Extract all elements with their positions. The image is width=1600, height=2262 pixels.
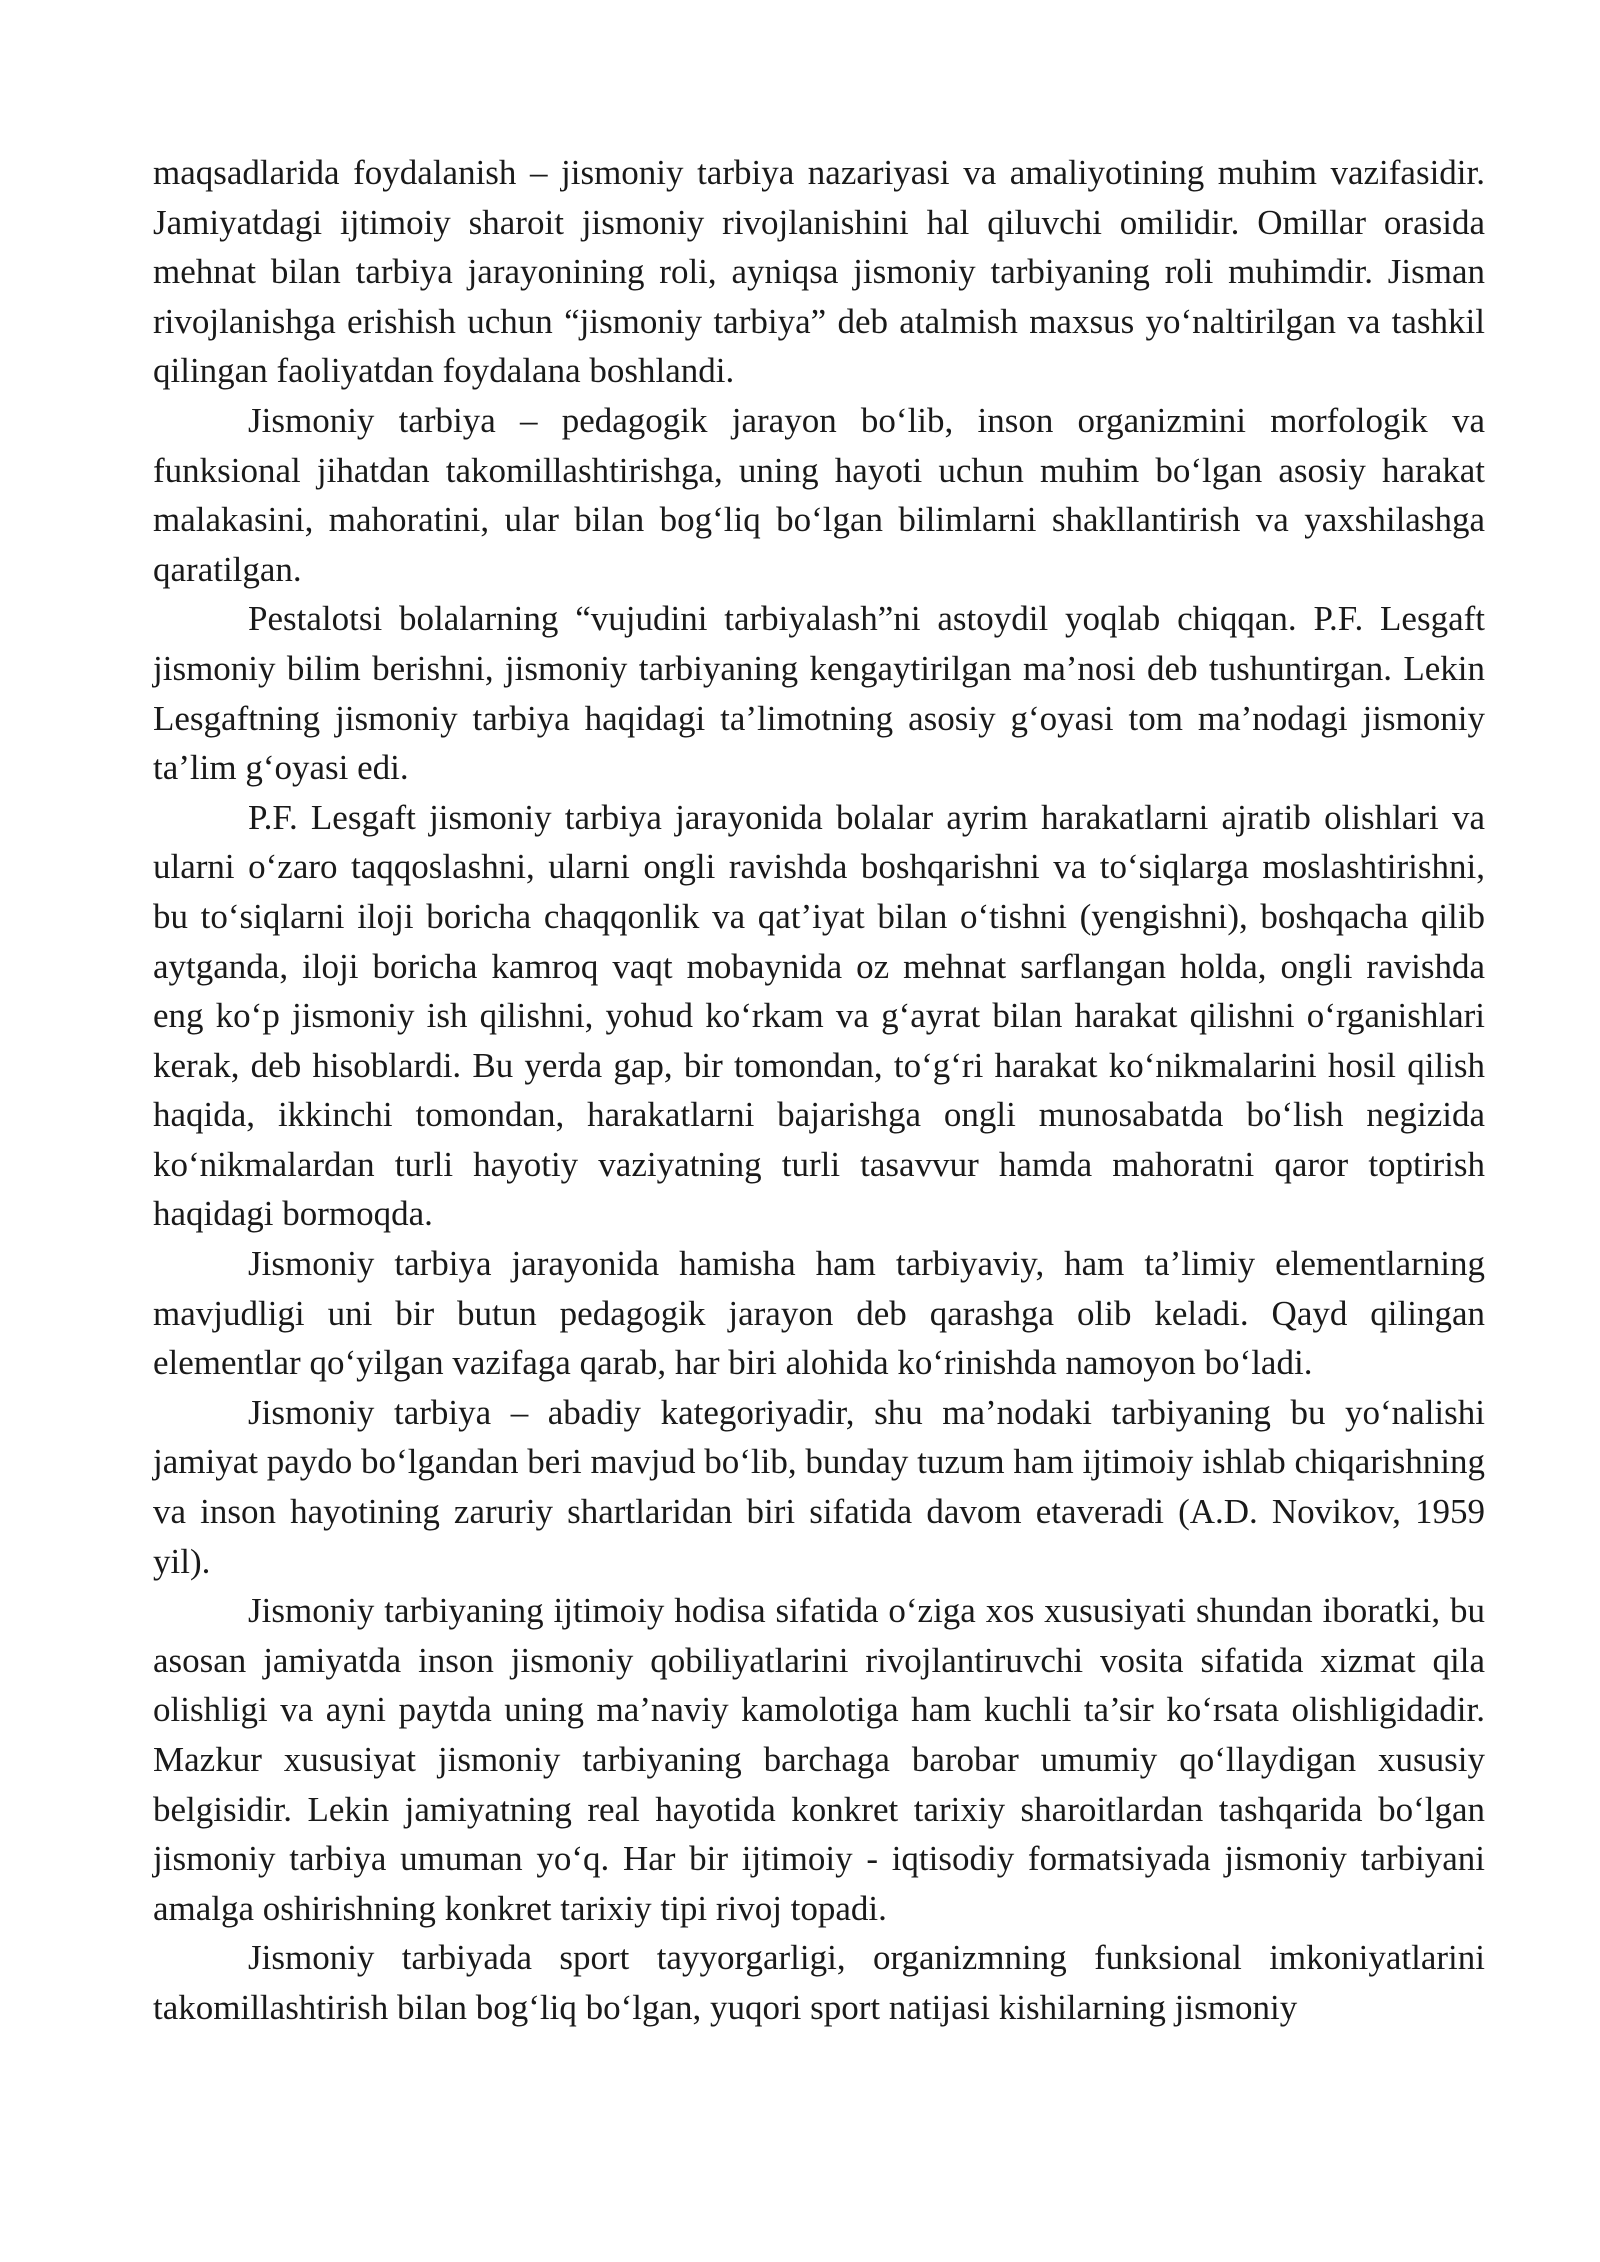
paragraph: maqsadlarida foydalanish – jismoniy tarbiya nazariyasi va amaliyotining muhim vazifasidir. Jamiyatdagi ijtimoiy sharoit jismoniy rivojlanishini hal qiluvchi omilidir. Omillar orasida mehnat bilan tarbiya jarayonining roli, ayniqsa jismoniy tarbiyaning roli muhimdir. Jisman rivojlanishga erishish uchun “jismoniy tarbiya” deb atalmish maxsus yo‘naltirilgan va tashkil qilingan faoliyatdan foydalana boshlandi. xyxy=(153,153,1485,391)
paragraph: Jismoniy tarbiyada sport tayyorgarligi, organizmning funksional imkoniyatlarini takomillashtirish bilan bog‘liq bo‘lgan, yuqori sport natijasi kishilarning jismoniy xyxy=(153,1938,1485,2027)
paragraph: Jismoniy tarbiya – abadiy kategoriyadir, shu ma’nodaki tarbiyaning bu yo‘nalishi jamiyat paydo bo‘lgandan beri mavjud bo‘lib, bunday tuzum ham ijtimoiy ishlab chiqarishning va inson hayotining zaruriy shartlaridan biri sifatida davom etaveradi (A.D. Novikov, 1959 yil). xyxy=(153,1392,1485,1581)
paragraph: Jismoniy tarbiya jarayonida hamisha ham tarbiyaviy, ham ta’limiy elementlarning mavjudligi uni bir butun pedagogik jarayon deb qarashga olib keladi. Qayd qilingan elementlar qo‘yilgan vazifaga qarab, har biri alohida ko‘rinishda namoyon bo‘ladi. xyxy=(153,1244,1485,1383)
paragraph: Pestalotsi bolalarning “vujudini tarbiyalash”ni astoydil yoqlab chiqqan. P.F. Lesgaft jismoniy bilim berishni, jismoniy tarbiyaning kengaytirilgan ma’nosi deb tushuntirgan. Lekin Lesgaftning jismoniy tarbiya haqidagi ta’limotning asosiy g‘oyasi tom ma’nodagi jismoniy ta’lim g‘oyasi edi. xyxy=(153,599,1485,788)
paragraph: P.F. Lesgaft jismoniy tarbiya jarayonida bolalar ayrim harakatlarni ajratib olishlari va ularni o‘zaro taqqoslashni, ularni ongli ravishda boshqarishni va to‘siqlarga moslashtirishni, bu to‘siqlarni iloji boricha chaqqonlik va qat’iyat bilan o‘tishni (yengishni), boshqacha qilib aytganda, iloji boricha kamroq vaqt mobaynida oz mehnat sarflangan holda, ongli ravishda eng ko‘p jismoniy ish qilishni, yohud ko‘rkam va g‘ayrat bilan harakat qilishni o‘rganishlari kerak, deb hisoblardi. Bu yerda gap, bir tomondan, to‘g‘ri harakat ko‘nikmalarini hosil qilish haqida, ikkinchi tomondan, harakatlarni bajarishga ongli munosabatda bo‘lish negizida ko‘nikmalardan turli hayotiy vaziyatning turli tasavvur hamda mahoratni qaror toptirish haqidagi bormoqda. xyxy=(153,797,1485,1234)
document-page xyxy=(153,148,1485,2033)
paragraph: Jismoniy tarbiya – pedagogik jarayon bo‘lib, inson organizmini morfologik va funksional jihatdan takomillashtirishga, uning hayoti uchun muhim bo‘lgan asosiy harakat malakasini, mahoratini, ular bilan bog‘liq bo‘lgan bilimlarni shakllantirish va yaxshilashga qaratilgan. xyxy=(153,400,1485,589)
paragraph: Jismoniy tarbiyaning ijtimoiy hodisa sifatida o‘ziga xos xususiyati shundan iboratki, bu asosan jamiyatda inson jismoniy qobiliyatlarini rivojlantiruvchi vosita sifatida xizmat qila olishligi va ayni paytda uning ma’naviy kamolotiga ham kuchli ta’sir ko‘rsata olishligidadir. Mazkur xususiyat jismoniy tarbiyaning barchaga barobar umumiy qo‘llaydigan xususiy belgisidir. Lekin jamiyatning real hayotida konkret tarixiy sharoitlardan tashqarida bo‘lgan jismoniy tarbiya umuman yo‘q. Har bir ijtimoiy - iqtisodiy formatsiyada jismoniy tarbiyani amalga oshirishning konkret tarixiy tipi rivoj topadi. xyxy=(153,1591,1485,1928)
